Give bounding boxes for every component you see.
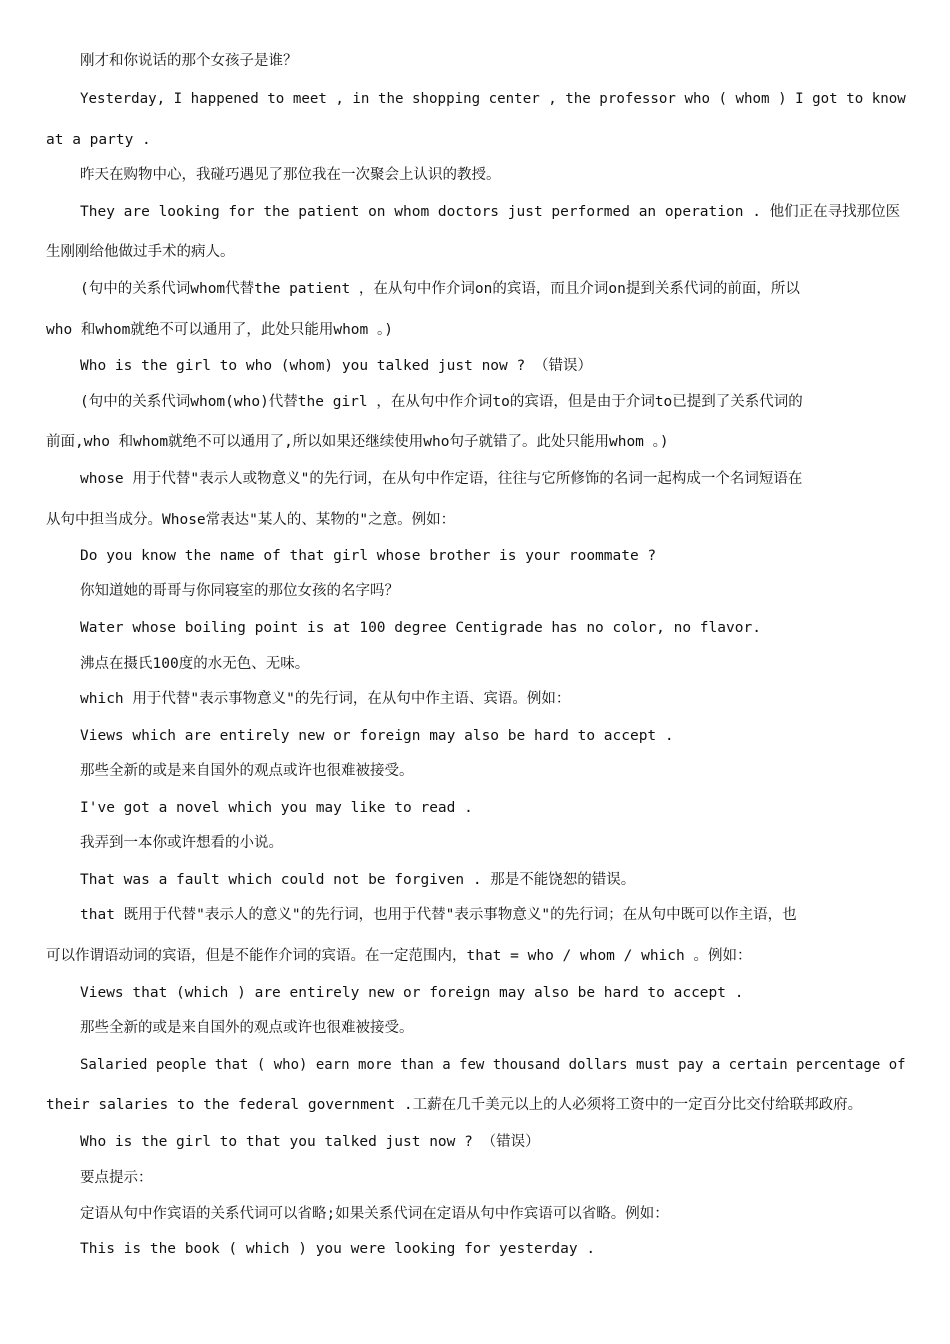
text-line: 可以作谓语动词的宾语，但是不能作介词的宾语。在一定范围内，that = who / whom / which 。例如：	[46, 948, 752, 964]
text-line: whose 用于代替"表示人或物意义"的先行词，在从句中作定语，往往与它所修饰的名词一起构成一个名词短语在	[80, 471, 803, 487]
text-line: 我弄到一本你或许想看的小说。	[80, 835, 283, 851]
text-line: 要点提示：	[80, 1170, 153, 1186]
text-line: I've got a novel which you may like to read .	[80, 800, 473, 816]
text-line: 刚才和你说话的那个女孩子是谁？	[80, 53, 298, 69]
text-line: who 和whom就绝不可以通用了，此处只能用whom 。)	[46, 322, 393, 338]
text-line: 沸点在摄氏100度的水无色、无味。	[80, 656, 310, 672]
text-line: their salaries to the federal government .工薪在几千美元以上的人必须将工资中的一定百分比交付给联邦政府。	[46, 1097, 863, 1113]
text-line: Views that (which ) are entirely new or foreign may also be hard to accept .	[80, 985, 744, 1001]
text-line: Yesterday, I happened to meet , in the shopping center , the professor who ( whom ) I got to know	[80, 91, 906, 107]
text-line: Salaried people that ( who) earn more than a few thousand dollars must pay a certain percentage of	[80, 1057, 906, 1073]
text-line: Do you know the name of that girl whose brother is your roommate ?	[80, 548, 657, 564]
text-line: 那些全新的或是来自国外的观点或许也很难被接受。	[80, 763, 414, 779]
text-line: 生刚刚给他做过手术的病人。	[46, 244, 235, 260]
text-line: 定语从句中作宾语的关系代词可以省略;如果关系代词在定语从句中作宾语可以省略。例如：	[80, 1206, 669, 1222]
text-line: 前面,who 和whom就绝不可以通用了,所以如果还继续使用who句子就错了。此处只能用whom 。)	[46, 434, 669, 450]
text-line: that 既用于代替"表示人的意义"的先行词，也用于代替"表示事物意义"的先行词；在从句中既可以作主语，也	[80, 907, 797, 923]
text-line: 那些全新的或是来自国外的观点或许也很难被接受。	[80, 1020, 414, 1036]
text-line: 你知道她的哥哥与你同寝室的那位女孩的名字吗？	[80, 583, 399, 599]
text-line: That was a fault which could not be forgiven . 那是不能饶恕的错误。	[80, 872, 636, 888]
text-line: at a party .	[46, 132, 151, 148]
text-line: which 用于代替"表示事物意义"的先行词，在从句中作主语、宾语。例如：	[80, 691, 571, 707]
text-line: Views which are entirely new or foreign may also be hard to accept .	[80, 728, 674, 744]
text-line: Who is the girl to who (whom) you talked just now ? （错误）	[80, 358, 592, 374]
text-line: 昨天在购物中心，我碰巧遇见了那位我在一次聚会上认识的教授。	[80, 167, 501, 183]
text-line: This is the book ( which ) you were looking for yesterday .	[80, 1241, 596, 1257]
text-line: 从句中担当成分。Whose常表达"某人的、某物的"之意。例如：	[46, 512, 456, 528]
text-line: (句中的关系代词whom代替the patient ，在从句中作介词on的宾语，而且介词on提到关系代词的前面，所以	[80, 281, 800, 297]
text-line: (句中的关系代词whom(who)代替the girl ，在从句中作介词to的宾语，但是由于介词to已提到了关系代词的	[80, 394, 803, 410]
text-line: Water whose boiling point is at 100 degree Centigrade has no color, no flavor.	[80, 620, 761, 636]
text-line: They are looking for the patient on whom doctors just performed an operation . 他们正在寻找那位医	[80, 204, 901, 220]
text-line: Who is the girl to that you talked just now ? （错误）	[80, 1134, 540, 1150]
